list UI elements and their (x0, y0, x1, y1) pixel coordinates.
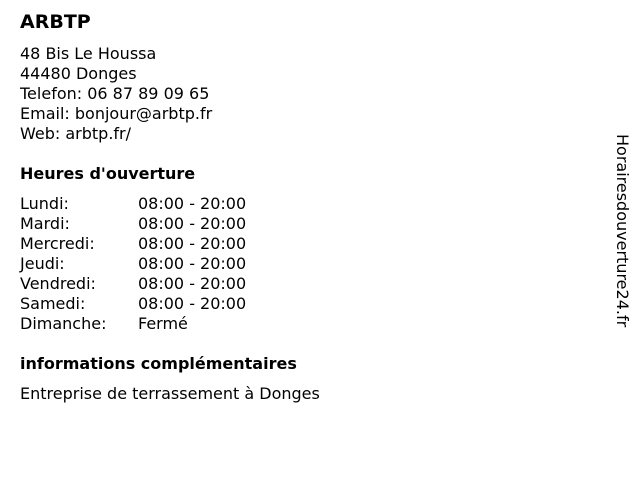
day-label: Dimanche: (20, 314, 107, 333)
address-line-city: 44480 Donges (20, 64, 137, 83)
time-value: 08:00 - 20:00 (138, 214, 247, 233)
address-line-street: 48 Bis Le Houssa (20, 44, 157, 63)
time-value: 08:00 - 20:00 (138, 294, 247, 313)
time-value: 08:00 - 20:00 (138, 254, 247, 273)
hours-row-wednesday (20, 234, 246, 254)
day-label: Mardi: (20, 214, 70, 233)
contact-block (20, 44, 212, 144)
hours-row-friday (20, 274, 246, 294)
additional-info-heading: informations complémentaires (20, 354, 297, 373)
day-label: Samedi: (20, 294, 86, 313)
time-value: 08:00 - 20:00 (138, 234, 247, 253)
hours-row-saturday (20, 294, 246, 314)
business-name: ARBTP (20, 11, 91, 33)
hours-row-thursday (20, 254, 246, 274)
opening-hours-table (20, 194, 246, 334)
time-value: 08:00 - 20:00 (138, 194, 247, 213)
hours-row-tuesday (20, 214, 246, 234)
additional-info-text: Entreprise de terrassement à Donges (20, 384, 320, 403)
opening-hours-heading: Heures d'ouverture (20, 164, 196, 183)
time-value: 08:00 - 20:00 (138, 274, 247, 293)
email-line: Email: bonjour@arbtp.fr (20, 104, 213, 123)
day-label: Jeudi: (20, 254, 65, 273)
hours-row-monday (20, 194, 246, 214)
day-label: Mercredi: (20, 234, 95, 253)
web-line: Web: arbtp.fr/ (20, 124, 132, 143)
phone-line: Telefon: 06 87 89 09 65 (20, 84, 210, 103)
hours-row-sunday (20, 314, 246, 334)
site-watermark (612, 134, 632, 344)
day-label: Lundi: (20, 194, 69, 213)
day-label: Vendredi: (20, 274, 96, 293)
time-value: Fermé (138, 314, 188, 333)
watermark-text: Horairesdouverture24.fr (613, 134, 632, 328)
